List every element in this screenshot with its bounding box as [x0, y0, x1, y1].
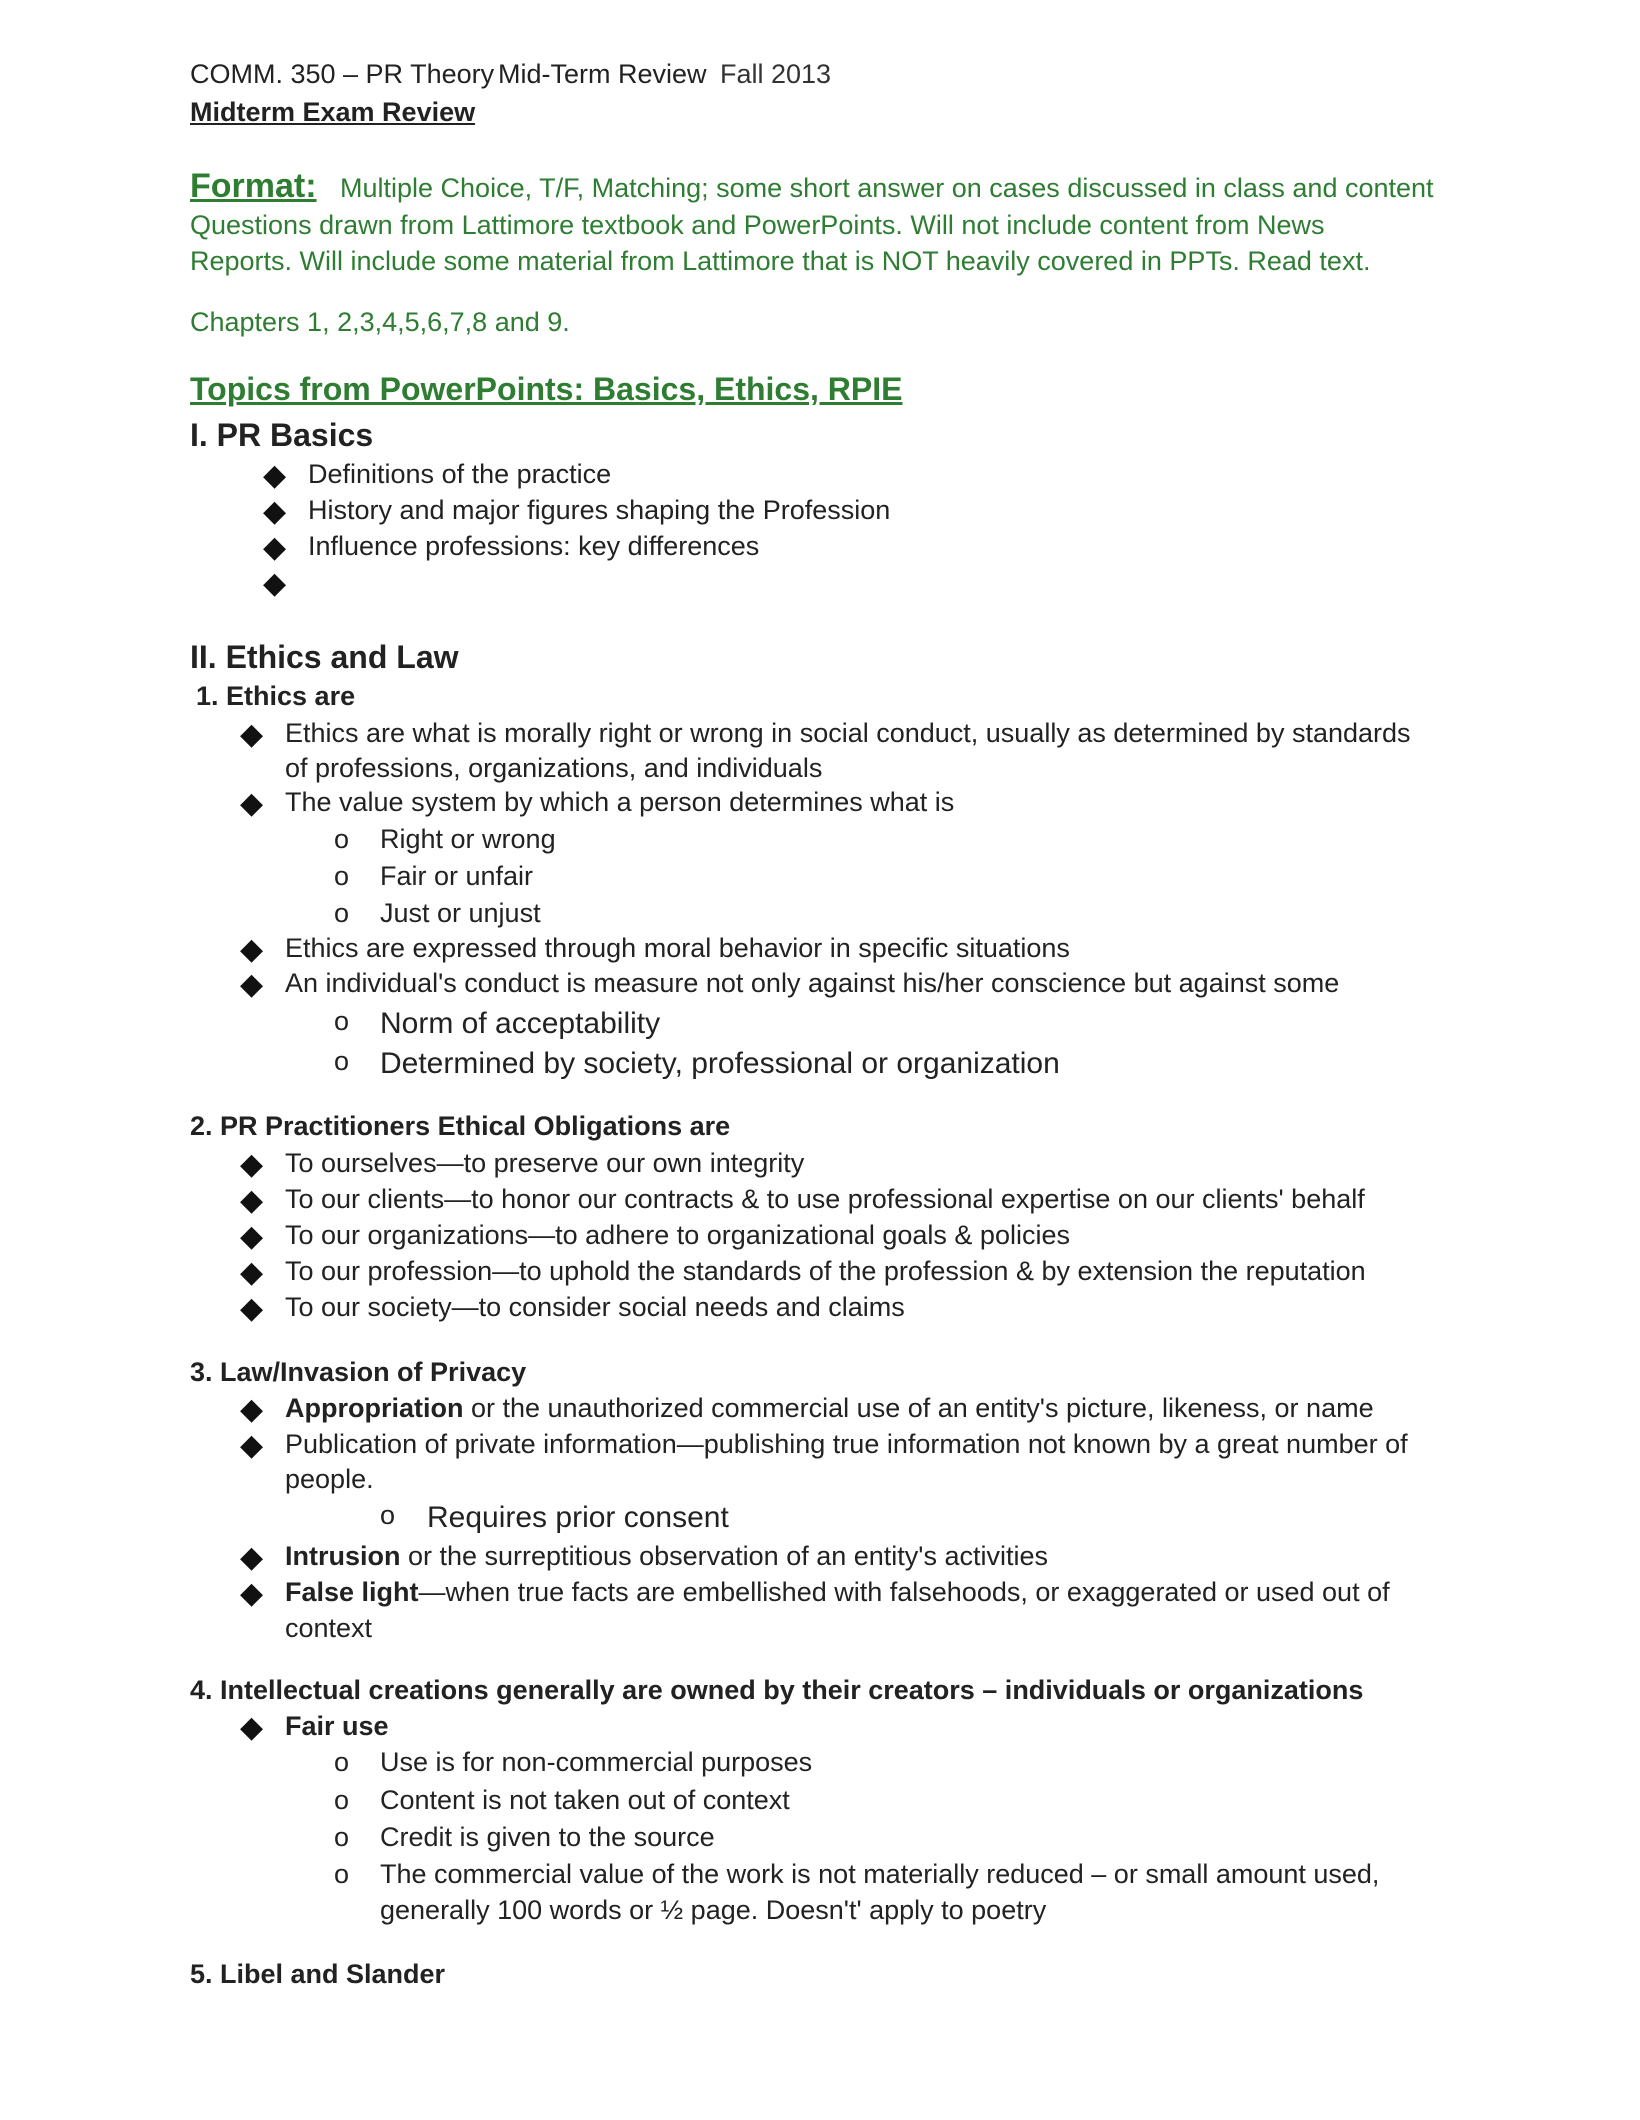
format-line-1: Multiple Choice, T/F, Matching; some short answer on cases discussed in class and content: [340, 173, 1434, 203]
fair-use-subitem: The commercial value of the work is not materially reduced – or small amount used,: [380, 1859, 1380, 1889]
obligation-item: To ourselves—to preserve our own integrity: [285, 1148, 805, 1178]
basics-item: Influence professions: key differences: [308, 531, 760, 561]
circle-bullet-icon: o: [334, 1006, 350, 1036]
obligations-heading: 2. PR Practitioners Ethical Obligations are: [190, 1111, 731, 1141]
privacy-item-continued: people.: [285, 1464, 374, 1494]
obligation-item: To our profession—to uphold the standards of the profession & by extension the reputation: [285, 1256, 1366, 1286]
ethics-item: Ethics are what is morally right or wrong in social conduct, usually as determined by standards: [285, 718, 1411, 748]
diamond-bullet-icon: ◆: [240, 1429, 264, 1462]
format-line-2: Questions drawn from Lattimore textbook and PowerPoints. Will not include content from News: [190, 210, 1325, 240]
circle-bullet-icon: o: [334, 1046, 350, 1076]
privacy-item-continued: context: [285, 1613, 373, 1643]
diamond-bullet-icon: ◆: [240, 968, 264, 1001]
course-title: COMM. 350 – PR Theory: [190, 59, 495, 89]
circle-bullet-icon: o: [334, 1822, 350, 1852]
privacy-heading: 3. Law/Invasion of Privacy: [190, 1357, 527, 1387]
diamond-bullet-icon: ◆: [240, 1393, 264, 1426]
circle-bullet-icon: o: [334, 824, 350, 854]
diamond-bullet-icon: ◆: [240, 1541, 264, 1574]
consent-subitem: Requires prior consent: [427, 1501, 729, 1534]
diamond-bullet-icon: ◆: [240, 1256, 264, 1289]
diamond-bullet-icon: ◆: [240, 718, 264, 751]
review-label: Mid-Term Review: [498, 59, 707, 89]
topics-heading: Topics from PowerPoints: Basics, Ethics, RPIE: [190, 371, 903, 407]
obligation-item: To our clients—to honor our contracts & to use professional expertise on our clients' behalf: [285, 1184, 1365, 1214]
chapters-line: Chapters 1, 2,3,4,5,6,7,8 and 9.: [190, 307, 570, 337]
circle-bullet-icon: o: [380, 1500, 396, 1530]
obligation-item: To our organizations—to adhere to organizational goals & policies: [285, 1220, 1070, 1250]
basics-item: Definitions of the practice: [308, 459, 612, 489]
circle-bullet-icon: o: [334, 1785, 350, 1815]
privacy-item: [285, 1578, 1390, 1608]
false-light-term: False light: [285, 1577, 419, 1607]
ethics-item: An individual's conduct is measure not only against his/her conscience but against some: [285, 968, 1340, 998]
intellectual-heading: 4. Intellectual creations generally are owned by their creators – individuals or organizations: [190, 1675, 1364, 1705]
value-subitem: Just or unjust: [380, 898, 541, 928]
fair-use-subitem: Use is for non-commercial purposes: [380, 1747, 813, 1777]
libel-heading: 5. Libel and Slander: [190, 1959, 446, 1989]
privacy-item: [285, 1542, 1048, 1572]
ethics-are-heading: 1. Ethics are: [196, 681, 356, 711]
diamond-bullet-icon: ◆: [263, 495, 287, 528]
ethics-item-continued: of professions, organizations, and individuals: [285, 753, 823, 783]
privacy-item: Publication of private information—publishing true information not known by a great number of: [285, 1429, 1408, 1459]
diamond-bullet-icon: ◆: [240, 1577, 264, 1610]
diamond-bullet-icon: ◆: [240, 1148, 264, 1181]
circle-bullet-icon: o: [334, 898, 350, 928]
section-2-heading: II. Ethics and Law: [190, 639, 459, 675]
diamond-bullet-icon: ◆: [263, 459, 287, 492]
ethics-item: The value system by which a person determines what is: [285, 787, 955, 817]
format-label: Format:: [190, 167, 317, 205]
intrusion-definition: or the surreptitious observation of an entity's activities: [400, 1541, 1048, 1571]
diamond-bullet-icon: ◆: [240, 1711, 264, 1744]
ethics-item: Ethics are expressed through moral behavior in specific situations: [285, 933, 1070, 963]
circle-bullet-icon: o: [334, 1859, 350, 1889]
value-subitem: Fair or unfair: [380, 861, 534, 891]
diamond-bullet-icon: ◆: [240, 1184, 264, 1217]
privacy-item: [285, 1394, 1374, 1424]
basics-item: History and major figures shaping the Profession: [308, 495, 891, 525]
obligation-item: To our society—to consider social needs and claims: [285, 1292, 905, 1322]
appropriation-term: Appropriation: [285, 1393, 464, 1423]
diamond-bullet-icon: ◆: [263, 567, 287, 600]
fair-use-subitem-continued: generally 100 words or ½ page. Doesn't' apply to poetry: [380, 1895, 1047, 1925]
value-subitem: Right or wrong: [380, 824, 556, 854]
norm-subitem: Norm of acceptability: [380, 1007, 661, 1040]
format-line-3: Reports. Will include some material from Lattimore that is NOT heavily covered in PPTs. Read text.: [190, 246, 1371, 276]
diamond-bullet-icon: ◆: [263, 531, 287, 564]
circle-bullet-icon: o: [334, 861, 350, 891]
diamond-bullet-icon: ◆: [240, 787, 264, 820]
term-label: Fall 2013: [720, 59, 832, 89]
circle-bullet-icon: o: [334, 1747, 350, 1777]
diamond-bullet-icon: ◆: [240, 1220, 264, 1253]
false-light-definition: —when true facts are embellished with falsehoods, or exaggerated or used out of: [418, 1577, 1390, 1607]
section-1-heading: I. PR Basics: [190, 417, 374, 453]
intrusion-term: Intrusion: [285, 1541, 401, 1571]
fair-use-heading: Fair use: [285, 1711, 389, 1741]
appropriation-definition: or the unauthorized commercial use of an entity's picture, likeness, or name: [463, 1393, 1374, 1423]
exam-title: Midterm Exam Review: [190, 97, 476, 127]
fair-use-subitem: Credit is given to the source: [380, 1822, 715, 1852]
fair-use-subitem: Content is not taken out of context: [380, 1785, 790, 1815]
diamond-bullet-icon: ◆: [240, 933, 264, 966]
diamond-bullet-icon: ◆: [240, 1292, 264, 1325]
norm-subitem: Determined by society, professional or organization: [380, 1047, 1060, 1080]
